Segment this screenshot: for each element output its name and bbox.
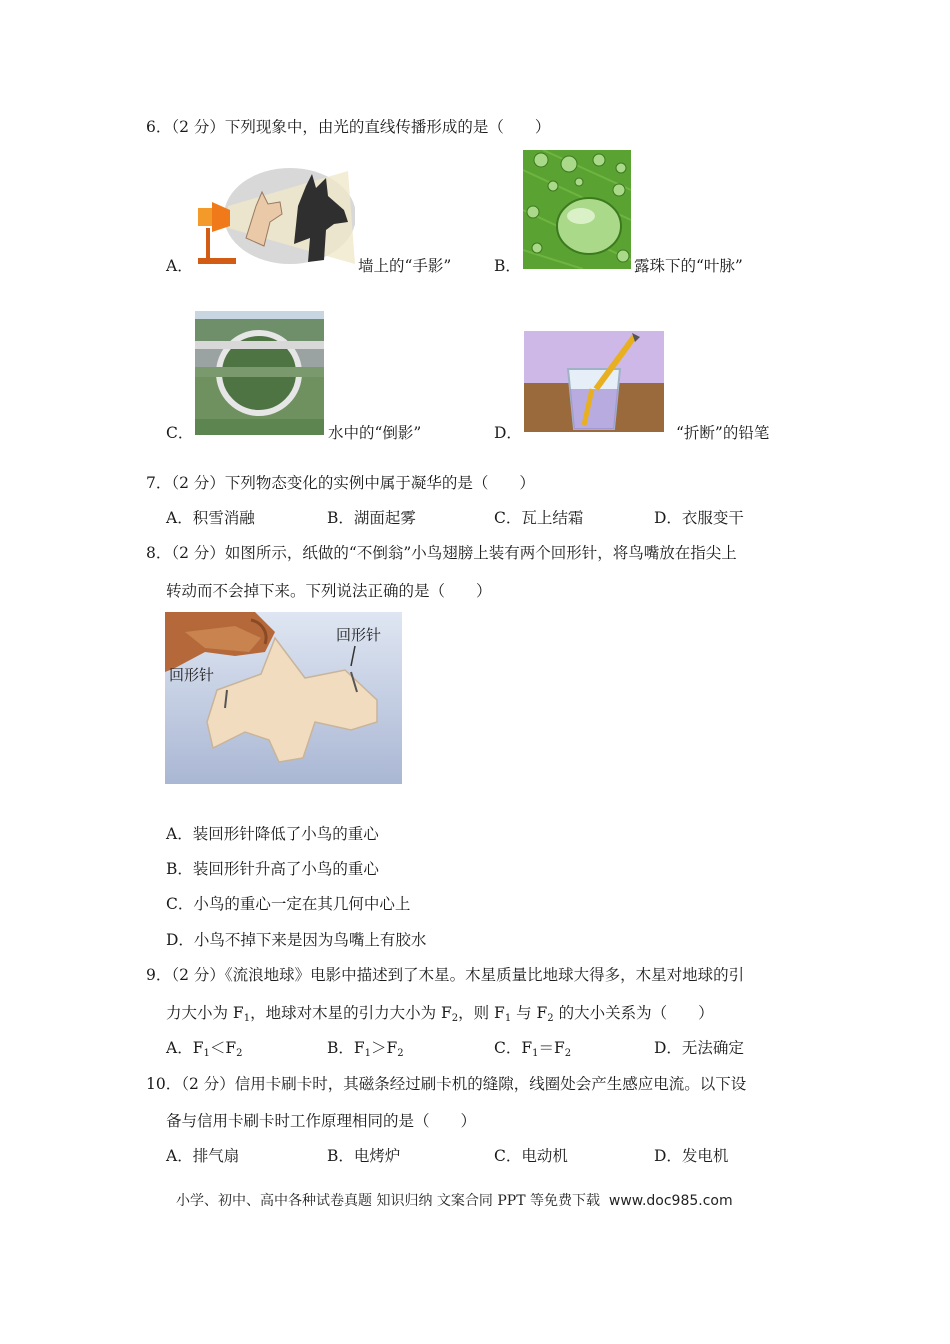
- q6-option-a-caption: 墙上的“手影”: [358, 257, 452, 275]
- footer-link[interactable]: www.doc985.com: [608, 1193, 733, 1209]
- q6-option-b-caption: 露珠下的“叶脉”: [634, 257, 743, 275]
- q6-option-c-caption: 水中的“倒影”: [328, 424, 422, 442]
- q9-option-b: B．$F_1>F_2$: [327, 1039, 404, 1059]
- q10-stem-line1: 10．（2 分）信用卡刷卡时，其磁条经过刷卡机的缝隙，线圈处会产生感应电流。以下设: [146, 1075, 747, 1093]
- q9-option-a: A．$F_1<F_2$: [166, 1039, 243, 1059]
- q6-option-d-caption: “折断”的铅笔: [676, 424, 770, 442]
- q8-stem-line2: 转动而不会掉下来。下列说法正确的是（ ）: [166, 582, 492, 600]
- q8-option-c: C．小鸟的重心一定在其几何中心上: [166, 895, 411, 913]
- hand-shadow-image: [198, 166, 355, 269]
- paperclip-label-left: 回形针: [169, 666, 215, 684]
- q10-stem-line2: 备与信用卡刷卡时工作原理相同的是（ ）: [166, 1112, 477, 1130]
- q7-option-b: B．湖面起雾: [327, 509, 416, 527]
- q6-stem: 6．（2 分）下列现象中，由光的直线传播形成的是（ ）: [146, 118, 551, 136]
- page-footer: [176, 1194, 733, 1208]
- bridge-reflection-image: [195, 311, 324, 435]
- q8-stem-line1: 8．（2 分）如图所示，纸做的“不倒翁”小鸟翅膀上装有两个回形针，将鸟嘴放在指尖上: [146, 544, 737, 562]
- footer-text: 小学、初中、高中各种试卷真题 知识归纳 文案合同 PPT 等免费下载: [176, 1193, 600, 1209]
- pencil-in-glass-image: [524, 331, 664, 432]
- q10-option-a: A．排气扇: [166, 1147, 240, 1165]
- q7-option-c: C．瓦上结霜: [494, 509, 584, 527]
- q7-stem: 7．（2 分）下列物态变化的实例中属于凝华的是（ ）: [146, 474, 535, 492]
- q7-option-d: D．衣服变干: [654, 509, 744, 527]
- q10-option-d: D．发电机: [654, 1147, 729, 1165]
- q6-option-d-letter: D．: [494, 424, 522, 442]
- q8-option-b: B．装回形针升高了小鸟的重心: [166, 860, 379, 878]
- q8-option-d: D．小鸟不掉下来是因为鸟嘴上有胶水: [166, 931, 427, 949]
- q9-stem-line2: 力大小为 $F_1$，地球对木星的引力大小为 $F_2$，则 $F_1$ 与 $F_2$ 的大小关系为（ ）: [166, 1004, 714, 1024]
- q6-option-a-letter: A．: [166, 257, 193, 275]
- paperclip-label-right: 回形针: [336, 626, 382, 644]
- q8-option-a: A．装回形针降低了小鸟的重心: [166, 825, 379, 843]
- q10-option-c: C．电动机: [494, 1147, 568, 1165]
- q9-stem-line1: 9．（2 分）《流浪地球》电影中描述到了木星。木星质量比地球大得多，木星对地球的引: [146, 966, 745, 984]
- q7-option-a: A．积雪消融: [166, 509, 255, 527]
- q9-option-d: D．无法确定: [654, 1039, 744, 1057]
- q6-option-b-letter: B．: [494, 257, 521, 275]
- q10-option-b: B．电烤炉: [327, 1147, 401, 1165]
- dewdrop-leaf-image: [523, 150, 631, 269]
- q6-option-c-letter: C．: [166, 424, 194, 442]
- q9-option-c: C．$F_1=F_2$: [494, 1039, 572, 1059]
